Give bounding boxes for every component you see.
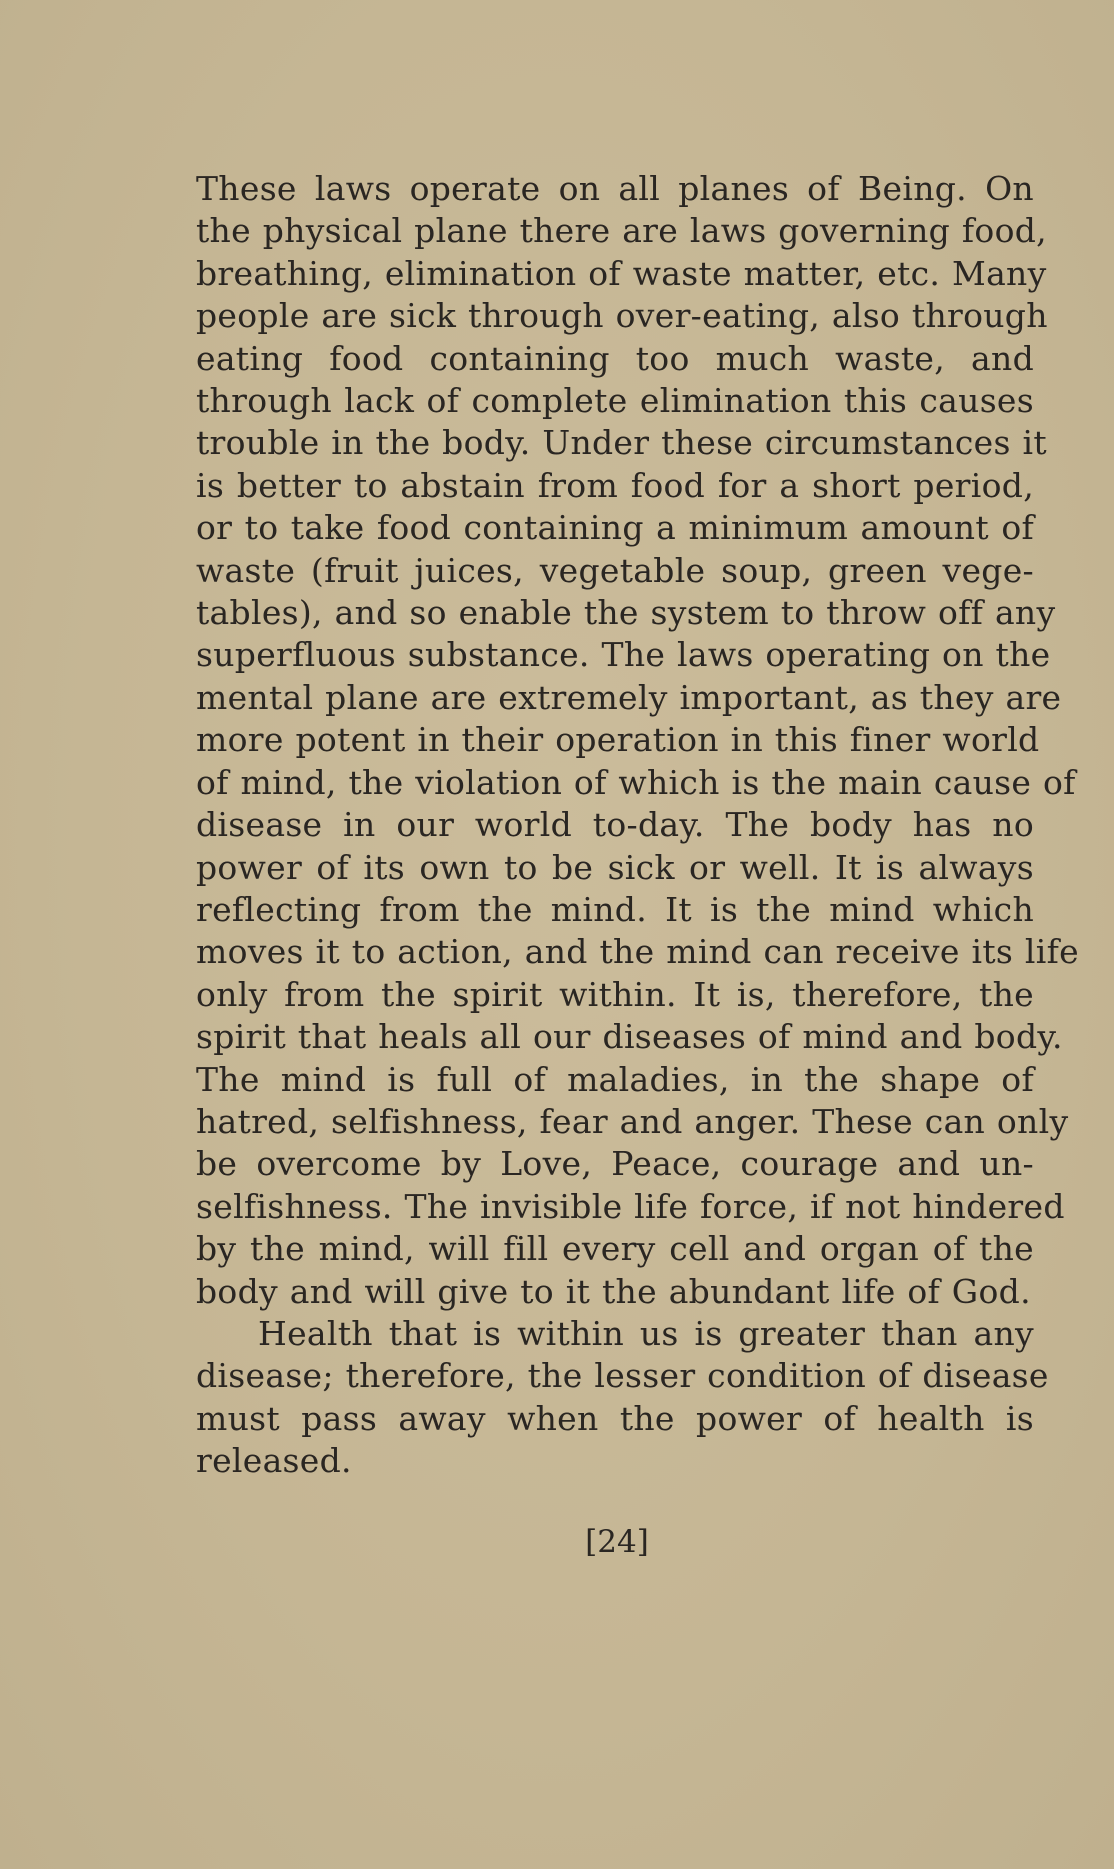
body-text xyxy=(196,168,1079,1483)
text-line: is better to abstain from food for a short period, xyxy=(196,465,1034,505)
text-line: hatred, selfishness, fear and anger. These can only xyxy=(196,1101,1069,1141)
text-line: Health that is within us is greater than any xyxy=(258,1313,1034,1353)
text-line: breathing, elimination of waste matter, etc. Many xyxy=(196,253,1047,293)
text-line: These laws operate on all planes of Being. On xyxy=(196,169,1034,208)
text-line: be overcome by Love, Peace, courage and un- xyxy=(196,1144,1034,1184)
text-line: more potent in their operation in this finer world xyxy=(196,720,1040,760)
text-line: selfishness. The invisible life force, if not hindered xyxy=(196,1186,1065,1226)
text-line: by the mind, will fill every cell and organ of the xyxy=(196,1229,1034,1269)
text-line: superfluous substance. The laws operating on the xyxy=(196,635,1051,675)
text-line: people are sick through over-eating, also through xyxy=(196,296,1048,336)
text-line: power of its own to be sick or well. It is always xyxy=(196,847,1034,887)
text-line: spirit that heals all our diseases of mind and body. xyxy=(196,1017,1063,1057)
text-line: The mind is full of maladies, in the shape of xyxy=(196,1059,1034,1099)
page-number: [24] xyxy=(585,1524,649,1560)
text-line: through lack of complete elimination this causes xyxy=(196,381,1034,421)
text-line: tables), and so enable the system to throw off any xyxy=(196,593,1056,633)
text-line: reflecting from the mind. It is the mind which xyxy=(196,889,1034,929)
text-line: or to take food containing a minimum amount of xyxy=(196,508,1034,548)
text-line: waste (fruit juices, vegetable soup, green vege- xyxy=(196,550,1034,590)
text-line: the physical plane there are laws governing food, xyxy=(196,211,1047,251)
text-line: mental plane are extremely important, as they are xyxy=(196,677,1062,717)
text-line: eating food containing too much waste, and xyxy=(196,338,1034,378)
text-line: body and will give to it the abundant life of God. xyxy=(196,1271,1031,1311)
text-line: released. xyxy=(196,1441,352,1481)
text-line: must pass away when the power of health is xyxy=(196,1398,1034,1438)
text-line: disease in our world to-day. The body has no xyxy=(196,805,1034,845)
text-line: disease; therefore, the lesser condition of disease xyxy=(196,1356,1049,1396)
text-line: only from the spirit within. It is, therefore, the xyxy=(196,974,1034,1014)
text-line: moves it to action, and the mind can receive its life xyxy=(196,932,1079,972)
text-line: trouble in the body. Under these circumstances it xyxy=(196,423,1047,463)
text-line: of mind, the violation of which is the main cause of xyxy=(196,762,1076,802)
